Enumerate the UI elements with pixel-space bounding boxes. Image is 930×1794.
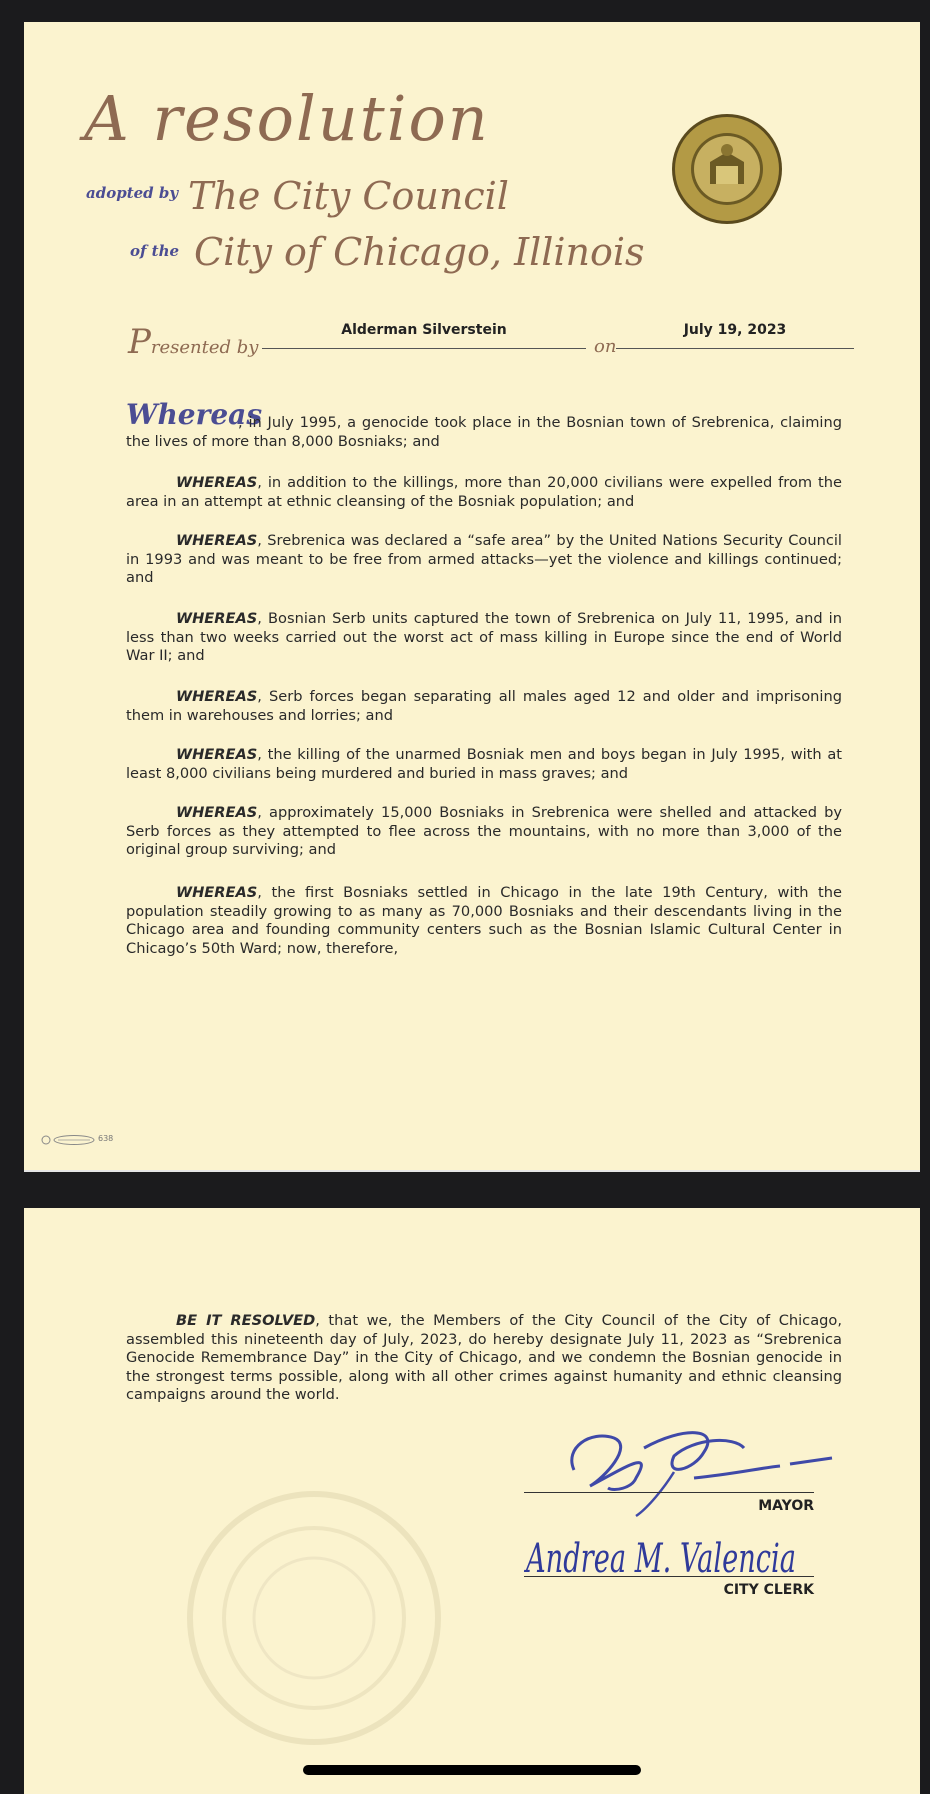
- of-the-label: of the: [130, 242, 180, 260]
- adopted-by-label: adopted by: [86, 184, 179, 202]
- whereas-clause-4: WHEREAS, Bosnian Serb units captured the town of Srebrenica on July 11, 1995, and in less than two weeks carried out the worst act of mass killing in Europe since the end of World War II; and: [126, 610, 842, 665]
- presented-by-label: Presented by: [128, 322, 259, 362]
- whereas-clause-8: WHEREAS, the first Bosniaks settled in Chicago in the late 19th Century, with the population steadily growing to as many as 70,000 Bosniaks and their descendants living in the Chicago area and founding community centers such as the Bosnian Islamic Cultural Center in Chicago’s 50th Ward; now, therefore,: [126, 884, 842, 957]
- mayor-label: MAYOR: [758, 1498, 814, 1514]
- presenter-name-field: Alderman Silverstein: [262, 322, 586, 349]
- union-label-icon: [40, 1134, 104, 1146]
- clerk-signature-line: [524, 1576, 814, 1577]
- whereas-clause-2: WHEREAS, in addition to the killings, more than 20,000 civilians were expelled from the area in an attempt at ethnic cleansing of the Bosniak population; and: [126, 474, 842, 510]
- whereas-heading: Whereas: [126, 398, 263, 431]
- mayor-signature-line: [524, 1492, 814, 1493]
- presented-date-field: July 19, 2023: [616, 322, 854, 349]
- city-clerk-signature: [524, 1506, 824, 1590]
- city-clerk-label: CITY CLERK: [723, 1582, 814, 1598]
- whereas-clause-3: WHEREAS, Srebrenica was declared a “safe area” by the United Nations Security Council in 1993 and was meant to be free from armed attacks—yet the violence and killings continued; and: [126, 532, 842, 587]
- chicago-city-seal-icon: [670, 112, 784, 226]
- home-indicator[interactable]: [303, 1765, 641, 1775]
- whereas-clause-1: , in July 1995, a genocide took place in the Bosnian town of Srebrenica, claiming the lives of more than 8,000 Bosniaks; and: [126, 414, 842, 450]
- be-it-resolved-clause: BE IT RESOLVED, that we, the Members of the City Council of the City of Chicago, assembled this nineteenth day of July, 2023, do hereby designate July 11, 2023 as “Srebrenica Genocide Remembrance Day” in the City of Chicago, and we condemn the Bosnian genocide in the strongest terms possible, along with all other crimes against humanity and ethnic cleansing campaigns around the world.: [126, 1312, 842, 1404]
- city-name-heading: City of Chicago, Illinois: [194, 230, 645, 274]
- resolution-title: A resolution: [84, 82, 490, 155]
- resolution-page-1: [24, 22, 920, 1172]
- on-label: on: [594, 336, 617, 357]
- whereas-clause-6: WHEREAS, the killing of the unarmed Bosniak men and boys began in July 1995, with at least 8,000 civilians being murdered and buried in mass graves; and: [126, 746, 842, 782]
- svg-text:Andrea M. Valencia: Andrea M. Valencia: [523, 1536, 796, 1582]
- embossed-seal-icon: [184, 1488, 444, 1748]
- resolution-page-2: [24, 1208, 920, 1794]
- printer-code: 638: [98, 1134, 114, 1143]
- whereas-clause-7: WHEREAS, approximately 15,000 Bosniaks in Srebrenica were shelled and attacked by Serb forces as they attempted to flee across the mountains, with no more than 3,000 of the original group surviving; and: [126, 804, 842, 859]
- whereas-clause-5: WHEREAS, Serb forces began separating all males aged 12 and older and imprisoning them in warehouses and lorries; and: [126, 688, 842, 724]
- city-council-heading: The City Council: [188, 174, 509, 218]
